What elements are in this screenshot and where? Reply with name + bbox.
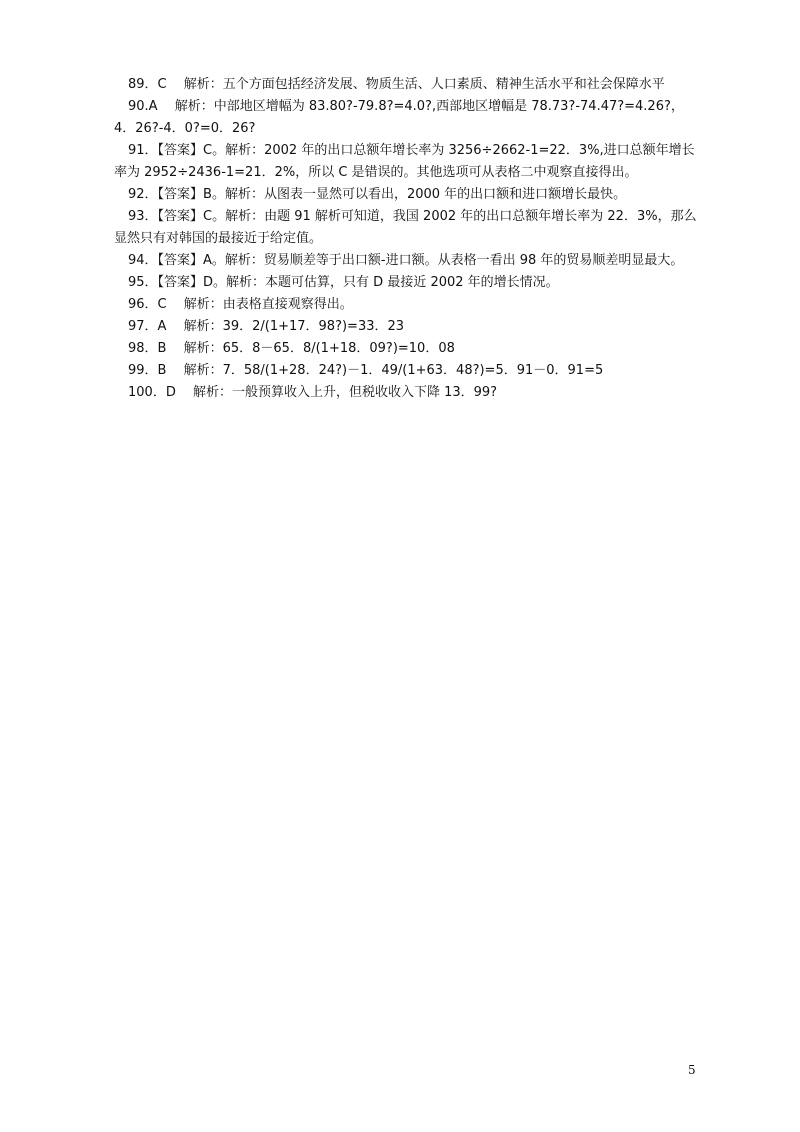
answer-99: 99．B 解析：7．58/(1+28．24?)－1．49/(1+63．48?)=5．91－0．91=5 <box>128 363 604 378</box>
answer-93: 93．【答案】C。解析：由题 91 解析可知道，我国 2002 年的出口总额年增长率为 22．3%，那么显然只有对韩国的最接近于给定值。 <box>114 209 697 246</box>
answer-89: 89．C 解析：五个方面包括经济发展、物质生活、人口素质、精神生活水平和社会保障水平 <box>128 77 665 92</box>
answer-100: 100．D 解析：一般预算收入上升，但税收收入下降 13．99? <box>128 385 498 400</box>
answer-97: 97．A 解析：39．2/(1+17．98?)=33．23 <box>128 319 405 334</box>
answer-98: 98．B 解析：65．8－65．8/(1+18．09?)=10．08 <box>128 341 455 356</box>
answer-92: 92．【答案】B。解析：从图表一显然可以看出，2000 年的出口额和进口额增长最快。 <box>128 187 627 202</box>
answer-90: 90.A 解析：中部地区增幅为 83.80?-79.8?=4.0?,西部地区增幅是 78.73?-74.47?=4.26?，4．26?-4．0?=0．26? <box>114 99 684 136</box>
answer-96: 96．C 解析：由表格直接观察得出。 <box>128 297 353 312</box>
page-number: 5 <box>688 1063 696 1077</box>
answer-91: 91．【答案】C。解析：2002 年的出口总额年增长率为 3256÷2662-1=22．3%,进口总额年增长率为 2952÷2436-1=21．2%，所以 C 是错误的。其他选项可从表格二中观察直接得出。 <box>114 143 695 180</box>
answer-94: 94．【答案】A。解析：贸易顺差等于出口额-进口额。从表格一看出 98 年的贸易顺差明显最大。 <box>128 253 684 268</box>
answer-95: 95．【答案】D。解析：本题可估算，只有 D 最接近 2002 年的增长情况。 <box>128 275 559 290</box>
document-body <box>114 74 700 404</box>
